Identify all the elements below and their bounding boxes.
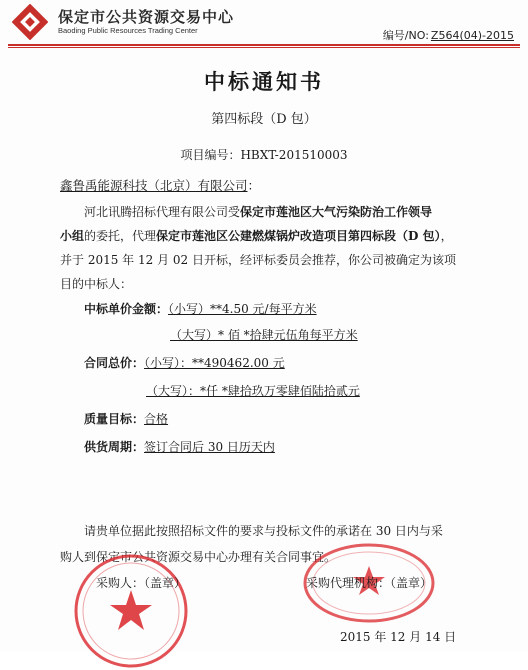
unit-price-big: （大写）* 佰 *拾肆元伍角每平方米	[170, 328, 358, 342]
delivery-period-label: 供货周期：	[84, 440, 145, 454]
buyer-signature: 采购人：（盖章）	[96, 576, 187, 590]
project-name: 保定市莲池区公建燃煤锅炉改造项目第四标段（D 包）	[156, 229, 441, 243]
body-line-4: 目的中标人：	[60, 277, 133, 291]
delivery-period-row	[84, 438, 275, 455]
issue-date: 2015 年 12 月 14 日	[340, 630, 457, 644]
addressee	[60, 176, 260, 194]
body-line-1	[60, 200, 480, 224]
client-name: 保定市莲池区大气污染防治工作领导	[240, 205, 433, 219]
addressee-name: 鑫鲁禹能源科技（北京）有限公司	[60, 178, 248, 193]
quality-label: 质量目标：	[84, 412, 145, 426]
body-text: ，	[440, 229, 453, 243]
body-line-3: 并于 2015 年 12 月 02 日开标，经评标委员会推荐，你公司被确定为该项	[60, 253, 456, 267]
page-title: 中标通知书	[204, 69, 324, 94]
client-name-end: 小组	[60, 229, 85, 243]
header-rule	[8, 44, 520, 46]
total-price-row	[84, 354, 285, 371]
diamond-logo-icon	[12, 4, 48, 40]
project-number: 项目编号：HBXT-201510003	[180, 148, 348, 162]
total-price-big: （大写）：*仟 *肆拾玖万零肆佰陆拾贰元	[146, 384, 360, 398]
quality-value: 合格	[144, 412, 169, 426]
addressee-colon: ：	[247, 178, 261, 193]
delivery-period-value: 签订合同后 30 日历天内	[144, 440, 275, 454]
body-line-2	[60, 224, 480, 248]
closing-line-2: 购人到保定市公共资源交易中心办理有关合同事宜。	[60, 550, 337, 564]
body-text: 的委托，代理	[84, 229, 157, 243]
closing-line-1: 请贵单位据此按照招标文件的要求与投标文件的承诺在 30 日内与采	[84, 524, 443, 538]
body-paragraph	[60, 200, 480, 296]
quality-row	[84, 410, 168, 427]
unit-price-label: 中标单价金额：	[84, 302, 169, 316]
total-price-label: 合同总价：	[84, 356, 145, 370]
org-name-en: Baoding Public Resources Trading Center	[58, 26, 198, 35]
total-price-small: （小写）：**490462.00 元	[144, 356, 285, 370]
unit-price-big-row	[170, 326, 358, 343]
header-rule-thin	[8, 47, 520, 48]
unit-price-small: （小写）**4.50 元/每平方米	[168, 302, 317, 316]
body-text: 河北讯腾招标代理有限公司受	[84, 205, 241, 219]
org-name-cn: 保定市公共资源交易中心	[58, 8, 235, 26]
document-number-value: Z564(04)-2015	[430, 29, 514, 42]
agent-signature: 采购代理机构：（盖章）	[306, 576, 433, 590]
total-price-big-row	[146, 382, 360, 399]
document-number-label: 编号/NO:	[382, 29, 429, 42]
document-number	[383, 27, 514, 43]
buyer-seal-icon	[72, 552, 190, 670]
lot-label: 第四标段（D 包）	[211, 112, 317, 127]
unit-price-row	[84, 300, 317, 317]
